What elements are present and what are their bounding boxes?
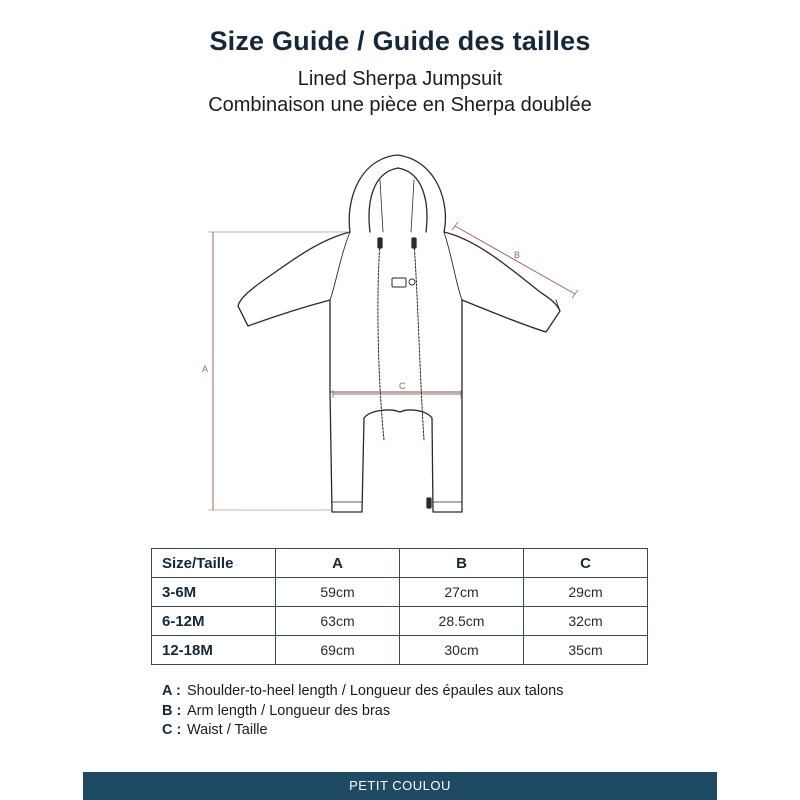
legend-item-b <box>162 702 563 722</box>
legend-text: Waist / Taille <box>187 722 268 738</box>
brand-tab <box>392 278 406 287</box>
hood-outline <box>349 155 445 232</box>
row-a: 69cm <box>276 636 400 665</box>
legend-text: Shoulder-to-heel length / Longueur des épaules aux talons <box>187 683 564 699</box>
body-outline <box>238 232 560 512</box>
size-table <box>151 548 648 665</box>
legend-item-a <box>162 682 563 702</box>
measure-b-line <box>452 222 578 298</box>
measure-a-line <box>208 232 350 510</box>
measure-a-label: A <box>202 364 209 374</box>
row-c: 29cm <box>524 578 648 607</box>
row-c: 35cm <box>524 636 648 665</box>
jumpsuit-illustration <box>190 150 590 520</box>
hood-opening <box>369 168 427 232</box>
table-header-row <box>152 549 648 578</box>
brand-footer: PETIT COULOU <box>83 772 717 800</box>
row-b: 27cm <box>400 578 524 607</box>
table-row <box>152 636 648 665</box>
row-size: 12-18M <box>152 636 276 665</box>
header-a: A <box>276 549 400 578</box>
measure-c-label: C <box>399 381 406 391</box>
measure-b-label: B <box>514 250 521 260</box>
header-c: C <box>524 549 648 578</box>
product-name-en: Lined Sherpa Jumpsuit <box>297 68 503 90</box>
row-b: 28.5cm <box>400 607 524 636</box>
row-a: 63cm <box>276 607 400 636</box>
legend-key: C : <box>162 722 182 738</box>
legend-item-c <box>162 721 563 741</box>
row-c: 32cm <box>524 607 648 636</box>
table-row <box>152 578 648 607</box>
row-a: 59cm <box>276 578 400 607</box>
header-b: B <box>400 549 524 578</box>
legend-key: A : <box>162 683 181 699</box>
measure-c-line <box>333 390 461 398</box>
row-size: 6-12M <box>152 607 276 636</box>
product-name-fr: Combinaison une pièce en Sherpa doublée <box>208 94 592 116</box>
header-size: Size/Taille <box>152 549 276 578</box>
legend-key: B : <box>162 702 182 719</box>
page-title: Size Guide / Guide des tailles <box>209 26 591 56</box>
row-size: 3-6M <box>152 578 276 607</box>
row-b: 30cm <box>400 636 524 665</box>
table-row <box>152 607 648 636</box>
measurement-legend <box>162 682 563 741</box>
legend-text: Arm length / Longueur des bras <box>187 702 391 719</box>
